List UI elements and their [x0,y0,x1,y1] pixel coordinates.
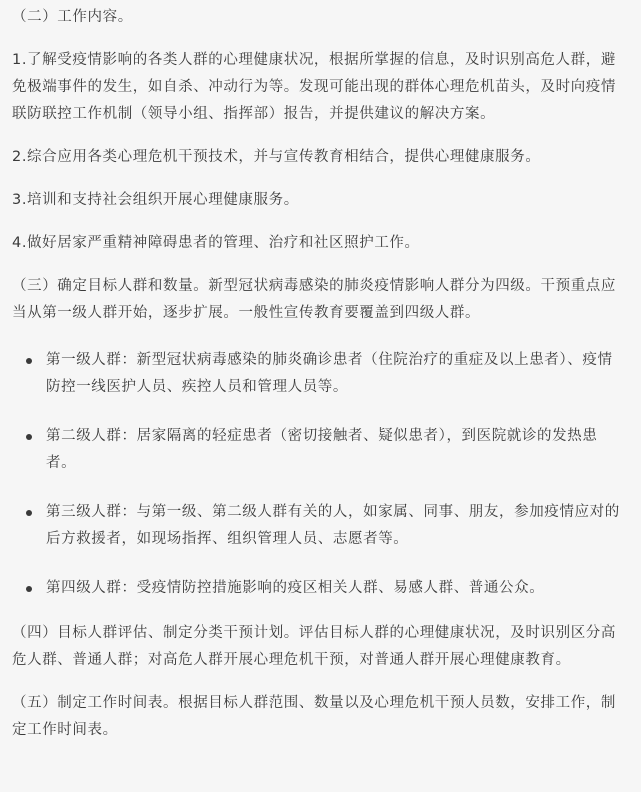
target-group-list [12,347,629,602]
list-item [12,575,629,602]
list-item-text: 第二级人群：居家隔离的轻症患者（密切接触者、疑似患者），到医院就诊的发热患者。 [46,428,598,471]
list-item-text: 第四级人群：受疫情防控措施影响的疫区相关人群、易感人群、普通公众。 [46,580,545,596]
list-item [12,499,629,553]
bullet-dot-icon [26,358,32,364]
work-item-1: 1.了解受疫情影响的各类人群的心理健康状况，根据所掌握的信息，及时识别高危人群，避免极端事件的发生，如自杀、冲动行为等。发现可能出现的群体心理危机苗头，及时向疫情联防联控工作机制（领导小组、指挥部）报告，并提供建议的解决方案。 [12,52,616,122]
list-item-text: 第一级人群：新型冠状病毒感染的肺炎确诊患者（住院治疗的重症及以上患者）、疫情防控一线医护人员、疾控人员和管理人员等。 [46,352,613,395]
list-item [12,423,629,477]
list-item [12,347,629,401]
section-2-heading: （二）工作内容。 [12,9,133,25]
section-5-paragraph: （五）制定工作时间表。根据目标人群范围、数量以及心理危机干预人员数，安排工作，制定工作时间表。 [12,695,616,738]
bullet-dot-icon [26,586,32,592]
work-item-3: 3.培训和支持社会组织开展心理健康服务。 [12,192,299,208]
list-item-text: 第三级人群：与第一级、第二级人群有关的人，如家属、同事、朋友，参加疫情应对的后方救援者，如现场指挥、组织管理人员、志愿者等。 [46,504,620,547]
section-3-paragraph: （三）确定目标人群和数量。新型冠状病毒感染的肺炎疫情影响人群分为四级。干预重点应当从第一级人群开始，逐步扩展。一般性宣传教育要覆盖到四级人群。 [12,278,616,321]
bullet-dot-icon [26,510,32,516]
section-4-paragraph: （四）目标人群评估、制定分类干预计划。评估目标人群的心理健康状况，及时识别区分高危人群、普通人群；对高危人群开展心理危机干预，对普通人群开展心理健康教育。 [12,625,616,668]
work-item-2: 2.综合应用各类心理危机干预技术，并与宣传教育相结合，提供心理健康服务。 [12,149,541,165]
bullet-dot-icon [26,434,32,440]
work-item-4: 4.做好居家严重精神障碍患者的管理、治疗和社区照护工作。 [12,235,420,251]
